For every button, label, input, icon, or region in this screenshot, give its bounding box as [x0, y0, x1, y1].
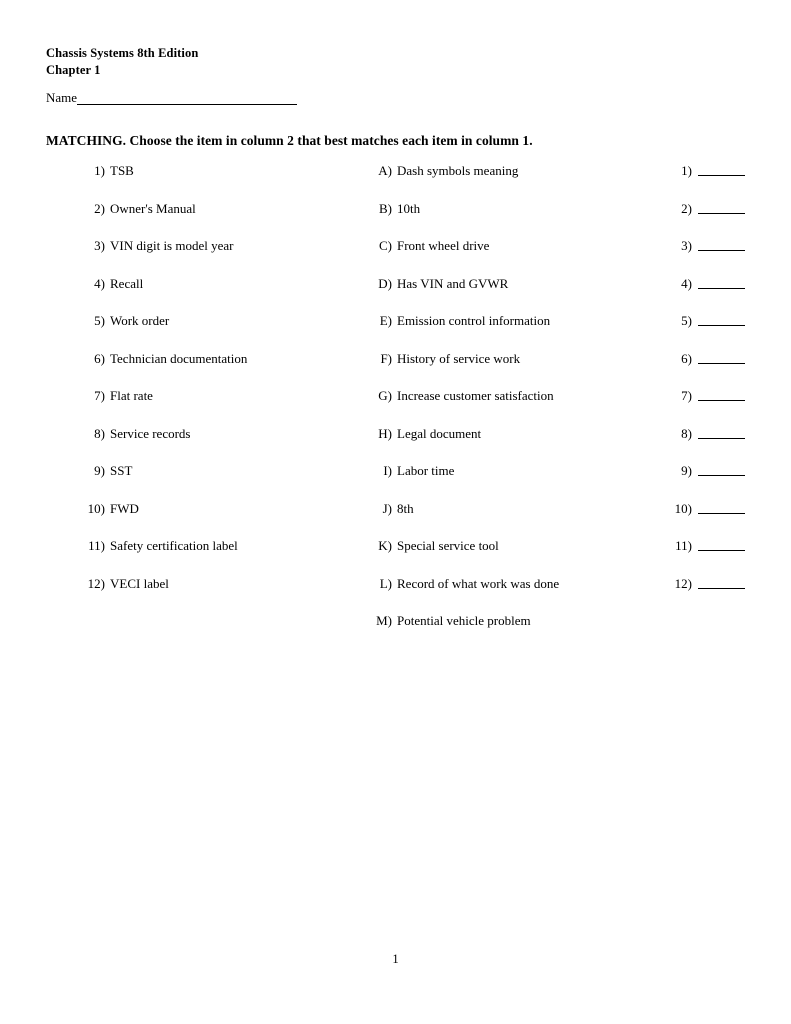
- name-field[interactable]: [46, 90, 297, 105]
- item-letter: A): [378, 163, 392, 178]
- item-number: 4): [94, 275, 105, 291]
- answer-row: [672, 237, 772, 275]
- answer-column: [672, 162, 772, 612]
- answer-blank[interactable]: [698, 275, 745, 289]
- list-item: [375, 462, 665, 500]
- item-number: 2): [94, 200, 105, 216]
- item-letter: L): [379, 575, 392, 591]
- list-item: [375, 575, 665, 613]
- item-letter: D): [378, 275, 392, 291]
- item-letter: G): [378, 388, 392, 403]
- list-item: [80, 237, 370, 275]
- document-header: [46, 45, 198, 79]
- item-label: Safety certification label: [110, 538, 238, 553]
- list-item: [80, 162, 370, 200]
- answer-row: [672, 200, 772, 238]
- list-item: [80, 350, 370, 388]
- answer-blank[interactable]: [698, 387, 745, 401]
- answer-blank[interactable]: [698, 312, 745, 326]
- item-label: VIN digit is model year: [110, 238, 234, 253]
- item-label: VECI label: [110, 575, 169, 591]
- item-number: 3): [94, 238, 105, 253]
- list-item: [80, 537, 370, 575]
- item-label: Potential vehicle problem: [397, 613, 531, 628]
- answer-number: 10): [674, 500, 692, 516]
- item-label: Technician documentation: [110, 350, 248, 366]
- item-label: Legal document: [397, 425, 482, 441]
- answer-blank[interactable]: [698, 162, 745, 176]
- item-label: TSB: [110, 163, 134, 178]
- answer-blank[interactable]: [698, 200, 745, 214]
- answer-row: [672, 387, 772, 425]
- list-item: [80, 275, 370, 313]
- list-item: [80, 425, 370, 463]
- item-letter: C): [379, 238, 392, 253]
- answer-blank[interactable]: [698, 575, 745, 589]
- item-letter: E): [379, 313, 392, 328]
- list-item: [80, 575, 370, 613]
- answer-blank[interactable]: [698, 462, 745, 476]
- list-item: [375, 425, 665, 463]
- item-label: Special service tool: [397, 538, 499, 553]
- column-two: [375, 162, 665, 650]
- item-number: 1): [94, 163, 105, 178]
- item-number: 10): [87, 500, 105, 516]
- list-item: [375, 275, 665, 313]
- list-item: [80, 500, 370, 538]
- answer-number: 2): [681, 200, 692, 216]
- item-label: Flat rate: [110, 388, 153, 403]
- column-one: [80, 162, 370, 612]
- answer-row: [672, 162, 772, 200]
- item-label: 8th: [397, 500, 414, 516]
- answer-row: [672, 350, 772, 388]
- item-number: 12): [87, 575, 105, 591]
- answer-number: 7): [681, 388, 692, 403]
- item-number: 5): [94, 313, 105, 328]
- instructions-text: MATCHING. Choose the item in column 2 that best matches each item in column 1.: [46, 133, 533, 148]
- name-field-rule[interactable]: [77, 91, 297, 105]
- answer-blank[interactable]: [698, 350, 745, 364]
- answer-row: [672, 537, 772, 575]
- item-label: FWD: [110, 500, 139, 516]
- list-item: [80, 312, 370, 350]
- answer-blank[interactable]: [698, 237, 745, 251]
- item-label: SST: [110, 463, 133, 478]
- list-item: [375, 237, 665, 275]
- answer-row: [672, 462, 772, 500]
- item-label: Work order: [110, 313, 170, 328]
- list-item: [375, 200, 665, 238]
- item-number: 7): [94, 388, 105, 403]
- header-title-line2: Chapter 1: [46, 63, 101, 77]
- answer-row: [672, 500, 772, 538]
- name-field-label: Name: [46, 90, 78, 105]
- item-label: Record of what work was done: [397, 575, 560, 591]
- item-label: 10th: [397, 200, 421, 216]
- list-item: [80, 387, 370, 425]
- answer-number: 6): [681, 350, 692, 366]
- item-label: Front wheel drive: [397, 238, 490, 253]
- item-label: Dash symbols meaning: [397, 163, 519, 178]
- answer-number: 12): [674, 575, 692, 591]
- list-item: [375, 312, 665, 350]
- answer-number: 4): [681, 275, 692, 291]
- list-item: [375, 350, 665, 388]
- item-label: Increase customer satisfaction: [397, 388, 554, 403]
- answer-number: 9): [681, 463, 692, 478]
- item-label: Service records: [110, 425, 191, 441]
- list-item: [80, 462, 370, 500]
- item-letter: B): [379, 200, 392, 216]
- item-label: Has VIN and GVWR: [397, 275, 509, 291]
- answer-number: 11): [675, 538, 692, 553]
- list-item: [375, 612, 665, 650]
- item-letter: I): [383, 463, 392, 478]
- page-footer: [0, 952, 791, 967]
- item-number: 6): [94, 350, 105, 366]
- list-item: [80, 200, 370, 238]
- item-letter: M): [376, 613, 392, 628]
- header-title-line1: Chassis Systems 8th Edition: [46, 46, 199, 60]
- list-item: [375, 537, 665, 575]
- page-number: 1: [392, 952, 399, 966]
- item-letter: J): [382, 500, 392, 516]
- answer-number: 5): [681, 313, 692, 328]
- list-item: [375, 387, 665, 425]
- item-label: Owner's Manual: [110, 200, 196, 216]
- item-letter: K): [378, 538, 392, 553]
- item-number: 11): [88, 538, 105, 553]
- item-label: History of service work: [397, 350, 521, 366]
- answer-number: 1): [681, 163, 692, 178]
- item-number: 8): [94, 425, 105, 441]
- answer-row: [672, 312, 772, 350]
- answer-blank[interactable]: [698, 425, 745, 439]
- item-letter: H): [378, 425, 392, 441]
- item-label: Labor time: [397, 463, 455, 478]
- list-item: [375, 162, 665, 200]
- item-label: Recall: [110, 275, 144, 291]
- item-label: Emission control information: [397, 313, 551, 328]
- answer-blank[interactable]: [698, 500, 745, 514]
- answer-row: [672, 275, 772, 313]
- answer-number: 8): [681, 425, 692, 441]
- answer-number: 3): [681, 238, 692, 253]
- answer-blank[interactable]: [698, 537, 745, 551]
- list-item: [375, 500, 665, 538]
- answer-row: [672, 575, 772, 613]
- item-number: 9): [94, 463, 105, 478]
- item-letter: F): [380, 350, 392, 366]
- answer-row: [672, 425, 772, 463]
